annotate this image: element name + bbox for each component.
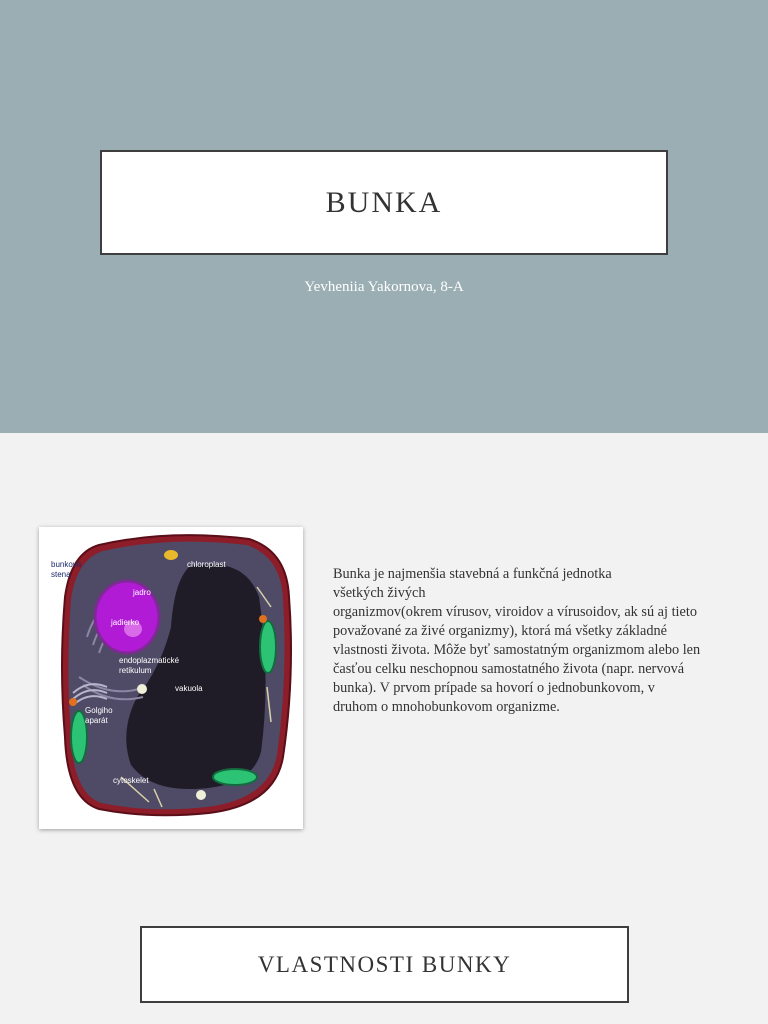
label-cytoskeleton: cytoskelet — [113, 776, 149, 785]
paragraph-line: považované za živé organizmy), ktorá má všetky základné — [333, 623, 667, 639]
paragraph-line: bunka). V prvom prípade sa hovorí o jednobunkovom, v — [333, 680, 655, 696]
paragraph-line: časťou celku neschopnou samostatného života (napr. nervová — [333, 661, 685, 677]
label-nucleus: jadro — [133, 588, 151, 597]
cell-description — [333, 565, 748, 717]
label-chloroplast: chloroplast — [187, 560, 226, 569]
organelle-yellow — [164, 550, 178, 560]
organelle-white-1 — [137, 684, 147, 694]
content-slide — [0, 433, 768, 1024]
organelle-white-2 — [196, 790, 206, 800]
label-golgi-1: Golgiho — [85, 706, 113, 715]
paragraph-line: druhom o mnohobunkovom organizme. — [333, 699, 560, 715]
organelle-orange-1 — [259, 615, 267, 623]
section-title-box — [140, 926, 629, 1003]
label-cell-wall-2: stena — [51, 570, 71, 579]
label-er-2: retikulum — [119, 666, 152, 675]
label-nucleolus: jadierko — [111, 618, 140, 627]
label-er-1: endoplazmatické — [119, 656, 180, 665]
paragraph-line: Bunka je najmenšia stavebná a funkčná jednotka — [333, 566, 612, 582]
paragraph-line: vlastnosti života. Môže byť samostatným organizmom alebo len — [333, 642, 701, 658]
section-title: VLASTNOSTI BUNKY — [257, 951, 512, 977]
label-vacuole: vakuola — [175, 684, 203, 693]
cell-diagram-image — [39, 527, 303, 829]
label-cell-wall-1: bunková — [51, 560, 82, 569]
organelle-orange-2 — [69, 698, 77, 706]
chloroplast-3 — [213, 769, 257, 785]
slide-title: BUNKA — [325, 185, 443, 219]
title-slide — [0, 0, 768, 433]
title-box — [100, 150, 668, 255]
plant-cell-diagram — [39, 527, 303, 829]
chloroplast-1 — [260, 621, 276, 673]
slide-subtitle: Yevheniia Yakornova, 8-A — [304, 279, 464, 295]
paragraph-line: všetkých živých — [333, 585, 426, 601]
paragraph-line: organizmov(okrem vírusov, viroidov a vírusoidov, ak sú aj tieto — [333, 604, 697, 620]
label-golgi-2: aparát — [85, 716, 108, 725]
